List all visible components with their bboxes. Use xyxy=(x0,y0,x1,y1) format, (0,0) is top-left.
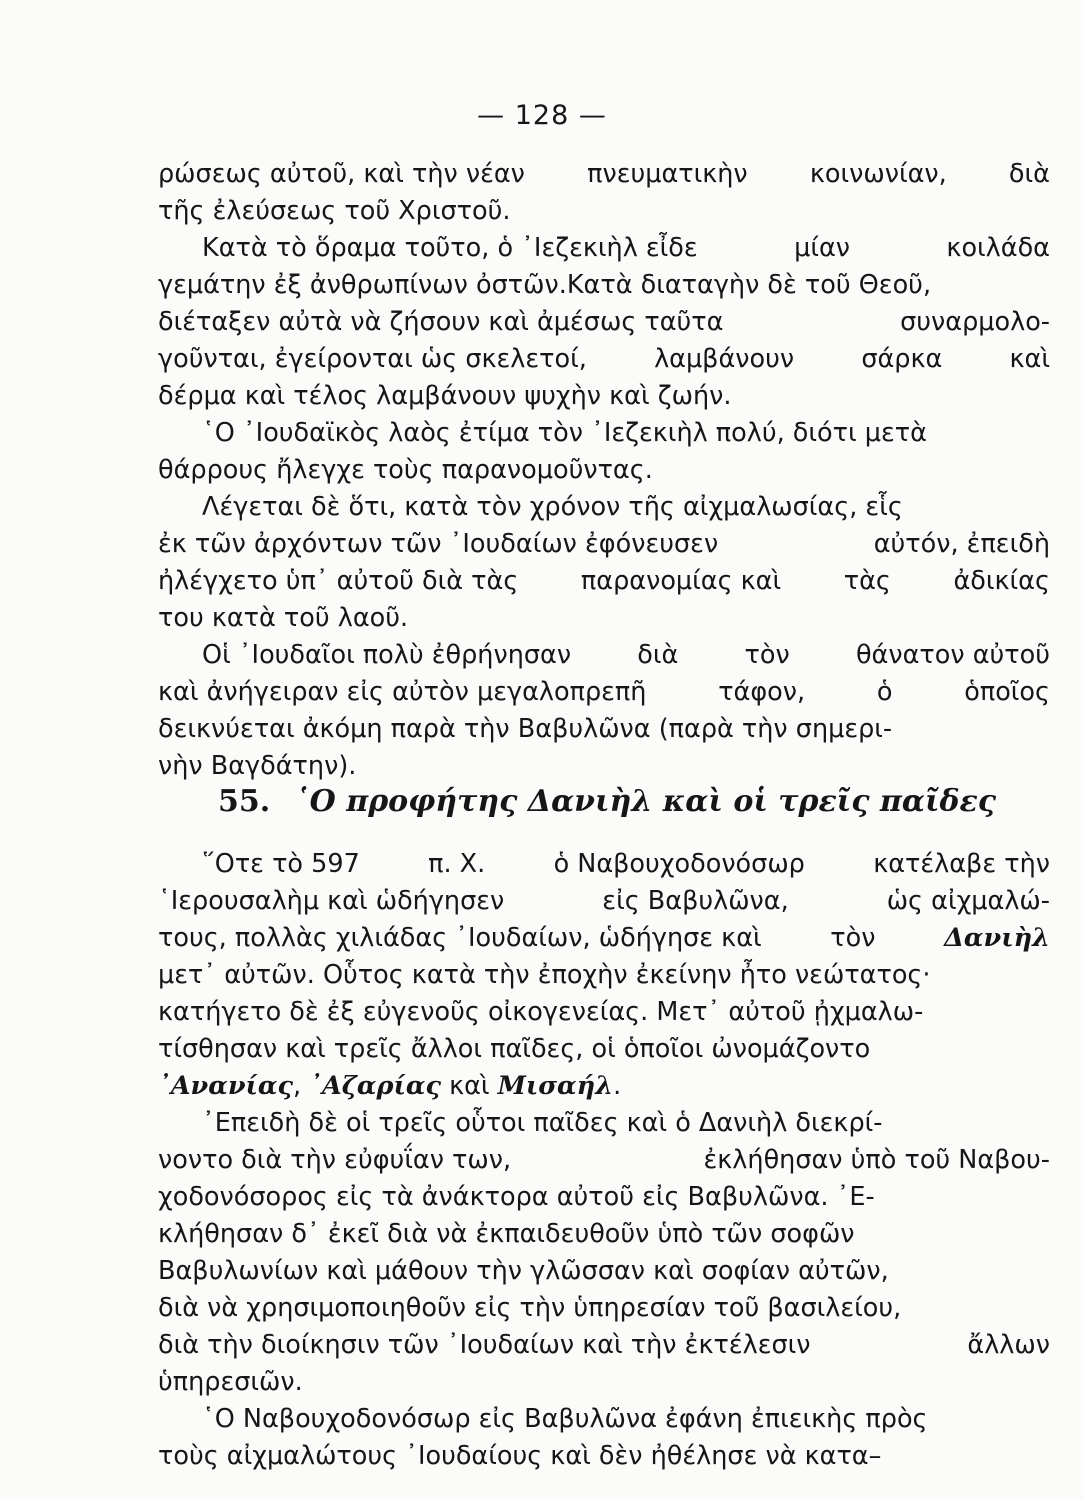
text-line xyxy=(158,267,1050,304)
text-fragment: μίαν xyxy=(794,233,851,263)
text-line xyxy=(158,452,1050,489)
body-text-lower xyxy=(158,846,1050,1475)
text-line xyxy=(158,883,1050,920)
text-fragment: καὶ xyxy=(1009,344,1050,374)
text-fragment: κοινωνίαν, xyxy=(809,159,947,189)
text-fragment: νὴν Βαγδάτην). xyxy=(158,751,357,781)
text-line xyxy=(158,156,1050,193)
text-fragment: Οἱ ᾿Ιουδαῖοι πολὺ ἐθρήνησαν xyxy=(202,640,572,670)
text-line xyxy=(158,193,1050,230)
text-fragment: τὸν xyxy=(744,640,790,670)
text-fragment: ἐκ τῶν ἀρχόντων τῶν ᾿Ιουδαίων ἐφόνευσεν xyxy=(158,529,719,559)
text-fragment: αὐτόν, ἐπειδὴ xyxy=(873,529,1050,559)
text-line xyxy=(158,1179,1050,1216)
text-fragment: τάφον, xyxy=(718,677,806,707)
text-fragment: κοιλάδα xyxy=(946,233,1050,263)
text-fragment: θάρρους ἤλεγχε τοὺς παρανομοῦντας. xyxy=(158,455,653,485)
text-fragment: μετ᾿ αὐτῶν. Οὗτος κατὰ τὴν ἐποχὴν ἐκείνην ἦτο νεώτατος· xyxy=(158,960,931,990)
text-fragment: γοῦνται, ἐγείρονται ὡς σκελετοί, xyxy=(158,344,587,374)
text-fragment: καὶ xyxy=(440,1071,498,1101)
person-name: Μισαήλ xyxy=(497,1071,614,1101)
text-line xyxy=(158,304,1050,341)
text-fragment: συναρμολο- xyxy=(900,307,1050,337)
text-fragment: ἀδικίας xyxy=(953,566,1050,596)
text-line xyxy=(158,230,1050,267)
text-line xyxy=(158,1216,1050,1253)
text-line xyxy=(158,1290,1050,1327)
text-line xyxy=(158,1327,1050,1364)
text-fragment: του κατὰ τοῦ λαοῦ. xyxy=(158,603,409,633)
text-fragment: κατήγετο δὲ ἐξ εὐγενοῦς οἰκογενείας. Μετ᾿ αὐτοῦ ᾐχμαλω- xyxy=(158,997,924,1027)
text-fragment: ὑπηρεσιῶν. xyxy=(158,1367,303,1397)
text-fragment: ἠλέγχετο ὑπ᾿ αὐτοῦ διὰ τὰς xyxy=(158,566,519,596)
text-line xyxy=(158,637,1050,674)
text-line xyxy=(158,994,1050,1031)
text-fragment: χοδονόσορος εἰς τὰ ἀνάκτορα αὐτοῦ εἰς Βαβυλῶνα. ᾿Ε- xyxy=(158,1182,875,1212)
text-fragment: δέρμα καὶ τέλος λαμβάνουν ψυχὴν καὶ ζωήν. xyxy=(158,381,732,411)
text-fragment: τὸν xyxy=(830,923,876,953)
text-line xyxy=(158,1438,1050,1475)
text-line xyxy=(158,600,1050,637)
text-fragment: κλήθησαν δ᾿ ἐκεῖ διὰ νὰ ἐκπαιδευθοῦν ὑπὸ τῶν σοφῶν xyxy=(158,1219,855,1249)
text-fragment: ὁ Ναβουχοδονόσωρ xyxy=(553,849,805,879)
text-line xyxy=(158,957,1050,994)
text-line xyxy=(158,378,1050,415)
text-fragment: . xyxy=(613,1071,622,1101)
text-line xyxy=(158,1031,1050,1068)
text-line xyxy=(158,415,1050,452)
text-fragment: θάνατον αὐτοῦ xyxy=(855,640,1050,670)
text-line xyxy=(158,526,1050,563)
text-line xyxy=(158,1068,1050,1105)
text-fragment: κατέλαβε τὴν xyxy=(873,849,1050,879)
section-heading xyxy=(218,780,996,824)
text-fragment: ὁ xyxy=(876,677,893,707)
person-name: ᾿Αζαρίας xyxy=(309,1071,441,1101)
text-fragment: ἐκλήθησαν ὑπὸ τοῦ Ναβου- xyxy=(703,1145,1050,1175)
text-line xyxy=(158,1105,1050,1142)
text-fragment: ῞Οτε τὸ 597 xyxy=(202,849,360,879)
text-fragment: τους, πολλὰς χιλιάδας ᾿Ιουδαίων, ὡδήγησε καὶ xyxy=(158,923,762,953)
text-fragment: ὡς αἰχμαλώ- xyxy=(886,886,1050,916)
text-fragment: διὰ τὴν διοίκησιν τῶν ᾿Ιουδαίων καὶ τὴν ἐκτέλεσιν xyxy=(158,1330,811,1360)
text-fragment: ἄλλων xyxy=(967,1330,1050,1360)
text-fragment: ὁποῖος xyxy=(964,677,1050,707)
text-line xyxy=(158,341,1050,378)
text-fragment: νοντο διὰ τὴν εὐφυΐαν των, xyxy=(158,1145,512,1175)
text-fragment: καὶ ἀνήγειραν εἰς αὐτὸν μεγαλοπρεπῆ xyxy=(158,677,647,707)
text-line xyxy=(158,920,1050,957)
text-fragment: σάρκα xyxy=(861,344,943,374)
text-line xyxy=(158,1401,1050,1438)
text-fragment: δεικνύεται ἀκόμη παρὰ τὴν Βαβυλῶνα (παρὰ τὴν σημερι- xyxy=(158,714,893,744)
text-line xyxy=(158,563,1050,600)
text-fragment: πνευματικὴν xyxy=(587,159,748,189)
text-fragment: διὰ νὰ χρησιμοποιηθοῦν εἰς τὴν ὑπηρεσίαν τοῦ βασιλείου, xyxy=(158,1293,902,1323)
section-number: 55. xyxy=(218,784,271,819)
text-fragment: ῾Ο Ναβουχοδονόσωρ εἰς Βαβυλῶνα ἐφάνη ἐπιεικὴς πρὸς xyxy=(202,1404,928,1434)
text-line xyxy=(158,1364,1050,1401)
text-fragment: Λέγεται δὲ ὅτι, κατὰ τὸν χρόνον τῆς αἰχμαλωσίας, εἷς xyxy=(202,492,903,522)
text-fragment: Βαβυλωνίων καὶ μάθουν τὴν γλῶσσαν καὶ σοφίαν αὐτῶν, xyxy=(158,1256,889,1286)
text-line xyxy=(158,846,1050,883)
text-fragment: εἰς Βαβυλῶνα, xyxy=(602,886,789,916)
text-fragment: τοὺς αἰχμαλώτους ᾿Ιουδαίους καὶ δὲν ἠθέλησε νὰ κατα– xyxy=(158,1441,882,1471)
text-fragment: γεμάτην ἐξ ἀνθρωπίνων ὀστῶν.Κατὰ διαταγὴν δὲ τοῦ Θεοῦ, xyxy=(158,270,932,300)
text-fragment: τῆς ἐλεύσεως τοῦ Χριστοῦ. xyxy=(158,196,511,226)
text-line xyxy=(158,674,1050,711)
text-fragment: λαμβάνουν xyxy=(654,344,795,374)
text-fragment: τίσθησαν καὶ τρεῖς ἄλλοι παῖδες, οἱ ὁποῖοι ὠνομάζοντο xyxy=(158,1034,871,1064)
text-fragment: παρανομίας καὶ xyxy=(580,566,782,596)
text-fragment: τὰς xyxy=(843,566,891,596)
text-fragment: , xyxy=(293,1071,310,1101)
person-name: ᾿Ανανίας xyxy=(158,1071,294,1101)
text-fragment: Δανιὴλ xyxy=(944,923,1050,953)
text-fragment: ᾿Επειδὴ δὲ οἱ τρεῖς οὗτοι παῖδες καὶ ὁ Δανιὴλ διεκρί- xyxy=(202,1108,883,1138)
text-fragment: Κατὰ τὸ ὅραμα τοῦτο, ὁ ᾿Ιεζεκιὴλ εἶδε xyxy=(202,233,698,263)
body-text-upper xyxy=(158,156,1050,785)
text-line xyxy=(158,711,1050,748)
text-line xyxy=(158,1253,1050,1290)
text-fragment: διὰ xyxy=(1008,159,1050,189)
text-fragment: ῾Ο ᾿Ιουδαϊκὸς λαὸς ἐτίμα τὸν ᾿Ιεζεκιὴλ πολύ, διότι μετὰ xyxy=(202,418,927,448)
text-fragment: ῾Ιερουσαλὴμ καὶ ὡδήγησεν xyxy=(158,886,505,916)
text-fragment: διὰ xyxy=(637,640,679,670)
text-fragment: διέταξεν αὐτὰ νὰ ζήσουν καὶ ἀμέσως ταῦτα xyxy=(158,307,724,337)
section-title: ῾Ο προφήτης Δανιὴλ καὶ οἱ τρεῖς παῖδες xyxy=(294,784,996,819)
text-line xyxy=(158,1142,1050,1179)
text-fragment: π. Χ. xyxy=(428,849,486,879)
page-number: — 128 — xyxy=(477,100,607,131)
text-fragment: ρώσεως αὐτοῦ, καὶ τὴν νέαν xyxy=(158,159,525,189)
text-line xyxy=(158,489,1050,526)
